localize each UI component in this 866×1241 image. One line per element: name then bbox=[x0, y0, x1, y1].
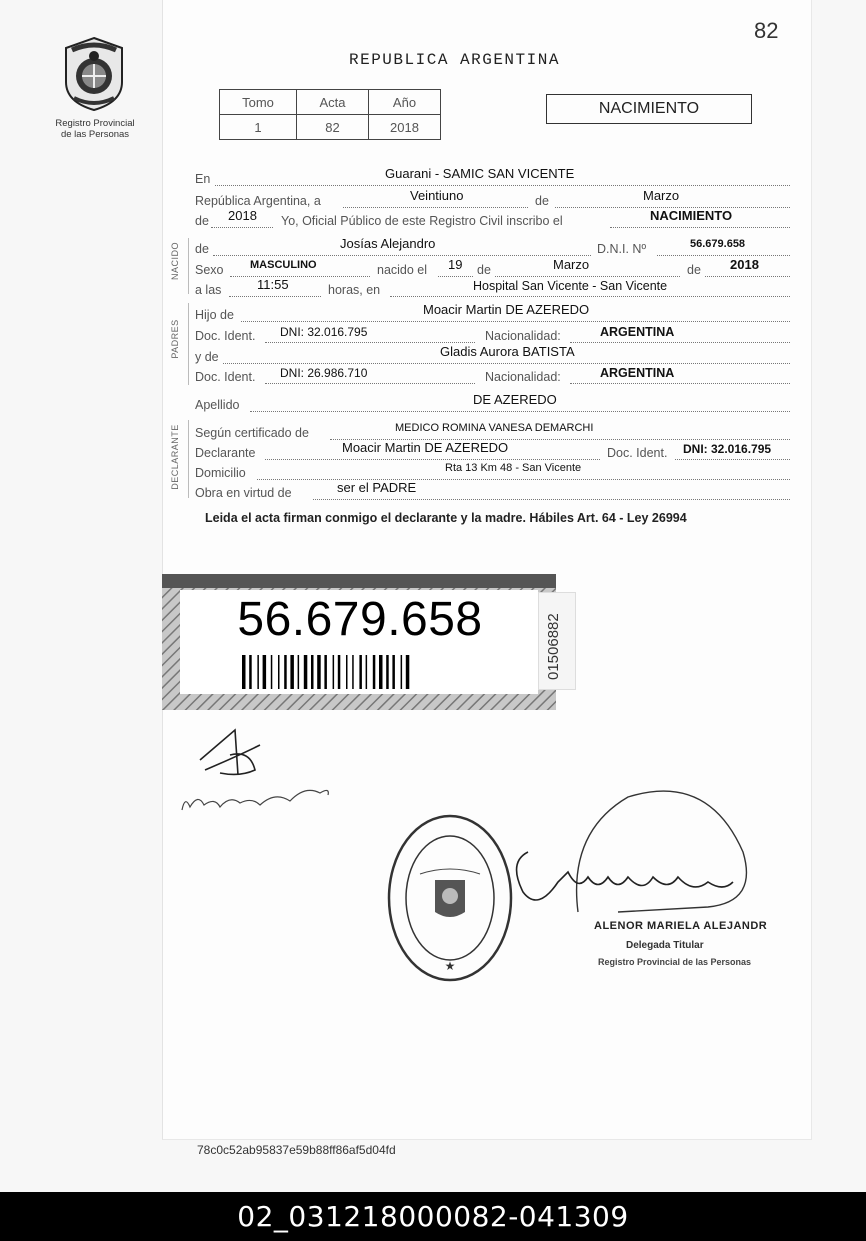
value-capacity: ser el PADRE bbox=[337, 480, 417, 495]
label-de-mes: de bbox=[477, 263, 491, 277]
line-year bbox=[195, 208, 790, 230]
label-horas-en: horas, en bbox=[328, 283, 381, 297]
value-birth-month: Marzo bbox=[553, 257, 590, 272]
value-father-doc: DNI: 32.016.795 bbox=[280, 325, 368, 339]
book-header-row bbox=[220, 90, 441, 115]
label-de2: de bbox=[195, 214, 209, 228]
line-father-doc bbox=[195, 327, 790, 345]
logo-caption-line2: de las Personas bbox=[60, 129, 130, 140]
section-label-padres: PADRES bbox=[170, 319, 180, 359]
book-reference-table bbox=[219, 89, 441, 140]
value-surname: DE AZEREDO bbox=[473, 392, 557, 407]
section-bar-declarante bbox=[188, 420, 189, 498]
label-de-anio: de bbox=[687, 263, 701, 277]
record-type-box: NACIMIENTO bbox=[546, 94, 752, 124]
value-day-words: Veintiuno bbox=[410, 188, 464, 203]
header-acta: Acta bbox=[297, 90, 369, 115]
value-birth-time: 11:55 bbox=[257, 277, 289, 292]
value-mother-doc: DNI: 26.986.710 bbox=[280, 366, 368, 380]
label-doc-ident2: Doc. Ident. bbox=[195, 370, 256, 384]
value-acta: 82 bbox=[297, 115, 369, 140]
official-office: Registro Provincial de las Personas bbox=[598, 957, 752, 967]
label-nacido-el: nacido el bbox=[377, 263, 428, 277]
value-place: Guarani - SAMIC SAN VICENTE bbox=[385, 166, 575, 181]
label-de-child: de bbox=[195, 242, 209, 256]
value-birth-place: Hospital San Vicente - San Vicente bbox=[473, 279, 668, 293]
line-mother bbox=[195, 344, 790, 366]
value-month: Marzo bbox=[643, 188, 680, 203]
official-stamp-icon bbox=[385, 812, 515, 984]
header-tomo: Tomo bbox=[220, 90, 297, 115]
value-act-type: NACIMIENTO bbox=[650, 208, 733, 223]
label-republica: República Argentina, a bbox=[195, 194, 321, 208]
section-label-declarante: DECLARANTE bbox=[170, 424, 180, 490]
section-bar-nacido bbox=[188, 238, 189, 294]
label-en: En bbox=[195, 172, 211, 186]
footer-file-id: 02_031218000082-041309 bbox=[0, 1192, 866, 1241]
label-segun: Según certificado de bbox=[195, 426, 309, 440]
line-time-place bbox=[195, 277, 790, 299]
label-de: de bbox=[535, 194, 549, 208]
line-capacity bbox=[195, 480, 790, 502]
label-sexo: Sexo bbox=[195, 263, 224, 277]
section-label-nacido: NACIDO bbox=[170, 242, 180, 281]
label-doc-ident: Doc. Ident. bbox=[195, 329, 256, 343]
label-declarante: Declarante bbox=[195, 446, 256, 460]
label-domicilio: Domicilio bbox=[195, 466, 246, 480]
logo-caption bbox=[40, 118, 150, 140]
value-father: Moacir Martin DE AZEREDO bbox=[423, 302, 590, 317]
book-value-row bbox=[220, 115, 441, 140]
value-declarant: Moacir Martin DE AZEREDO bbox=[342, 440, 509, 455]
line-child-name bbox=[195, 236, 790, 258]
dni-big-number: 56.679.658 bbox=[237, 593, 483, 646]
value-address: Rta 13 Km 48 - San Vicente bbox=[445, 462, 582, 474]
value-anio: 2018 bbox=[369, 115, 441, 140]
line-father bbox=[195, 302, 790, 324]
line-place bbox=[195, 166, 790, 188]
label-nacionalidad: Nacionalidad: bbox=[485, 329, 561, 343]
label-apellido: Apellido bbox=[195, 398, 240, 412]
document-hash: 78c0c52ab95837e59b88ff86af5d04fd bbox=[197, 1143, 396, 1157]
value-child-name: Josías Alejandro bbox=[340, 236, 436, 251]
svg-text:★: ★ bbox=[444, 959, 456, 973]
official-role: Delegada Titular bbox=[626, 940, 704, 951]
label-obra: Obra en virtud de bbox=[195, 486, 292, 500]
label-hijo-de: Hijo de bbox=[195, 308, 234, 322]
line-mother-doc bbox=[195, 368, 790, 386]
label-nacionalidad2: Nacionalidad: bbox=[485, 370, 561, 384]
value-sex: MASCULINO bbox=[250, 259, 317, 271]
value-birth-day: 19 bbox=[448, 257, 463, 272]
value-certificate: MEDICO ROMINA VANESA DEMARCHI bbox=[395, 422, 594, 434]
provincial-emblem-icon bbox=[62, 36, 126, 112]
value-birth-year: 2018 bbox=[730, 257, 759, 272]
label-doc-ident3: Doc. Ident. bbox=[607, 446, 668, 460]
serial-number: 01506882 bbox=[545, 613, 562, 680]
logo-caption-line1: Registro Provincial bbox=[55, 118, 135, 129]
official-name: ALENOR MARIELA ALEJANDR bbox=[594, 920, 768, 932]
barcode-icon bbox=[242, 655, 474, 689]
line-address bbox=[195, 464, 790, 482]
value-declarant-doc: DNI: 32.016.795 bbox=[683, 442, 772, 456]
label-yo: Yo, Oficial Público de este Registro Civil inscribo el bbox=[281, 214, 563, 228]
line-declarant bbox=[195, 440, 790, 462]
page-number: 82 bbox=[754, 18, 779, 43]
header-anio: Año bbox=[369, 90, 441, 115]
label-a-las: a las bbox=[195, 283, 222, 297]
section-bar-padres bbox=[188, 303, 189, 385]
handwritten-signature-mother-icon bbox=[180, 715, 340, 825]
value-dni: 56.679.658 bbox=[690, 238, 746, 250]
value-tomo: 1 bbox=[220, 115, 297, 140]
closing-note: Leida el acta firman conmigo el declarante y la madre. Hábiles Art. 64 - Ley 26994 bbox=[205, 511, 687, 525]
document-title: REPUBLICA ARGENTINA bbox=[349, 51, 560, 69]
value-father-nat: ARGENTINA bbox=[600, 325, 675, 339]
value-year: 2018 bbox=[228, 208, 257, 223]
value-mother-nat: ARGENTINA bbox=[600, 366, 675, 380]
value-mother: Gladis Aurora BATISTA bbox=[440, 344, 575, 359]
label-dni: D.N.I. Nº bbox=[597, 242, 647, 256]
label-y-de: y de bbox=[195, 350, 219, 364]
line-surname bbox=[195, 392, 790, 414]
